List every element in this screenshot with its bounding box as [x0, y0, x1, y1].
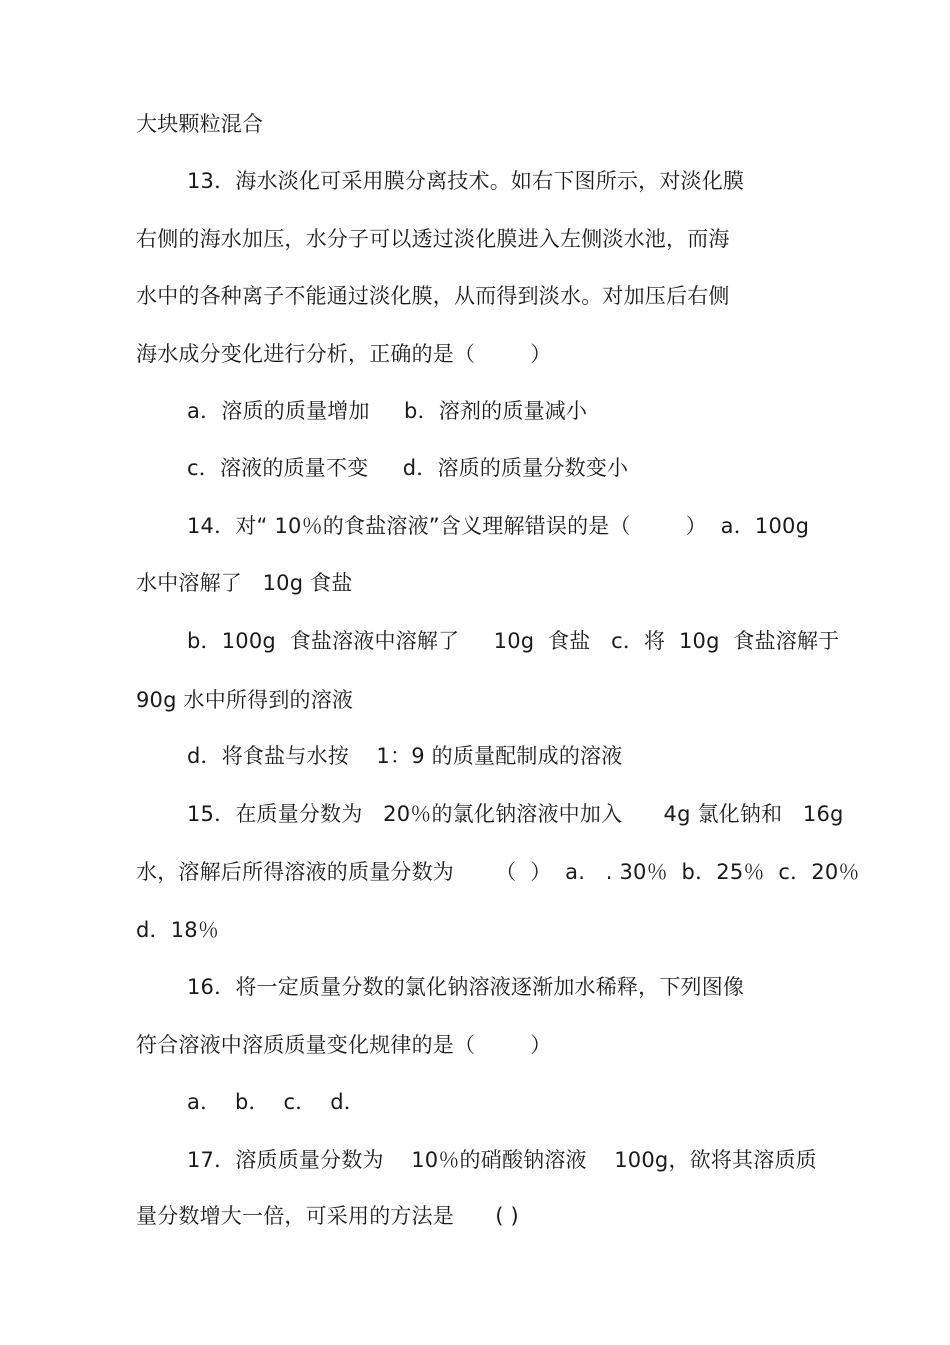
question-13-line-1: 13．海水淡化可采用膜分离技术。如右下图所示，对淡化膜 — [187, 169, 745, 193]
question-15-line-2: 水，溶解后所得溶液的质量分数为 （ ） a. . 30％ b．25％ c．20％ — [136, 860, 860, 884]
question-15-line-1: 15．在质量分数为 20％的氯化钠溶液中加入 4g 氯化钠和 16g — [187, 802, 844, 826]
question-17-line-1: 17．溶质质量分数为 10％的硝酸钠溶液 100g，欲将其溶质质 — [187, 1148, 817, 1172]
question-13-options-ab: a．溶质的质量增加 b．溶剂的质量减小 — [187, 399, 588, 423]
question-13-line-4: 海水成分变化进行分析，正确的是（ ） — [136, 342, 552, 366]
question-16-line-1: 16．将一定质量分数的氯化钠溶液逐渐加水稀释，下列图像 — [187, 975, 745, 999]
question-14-options-bc: b．100g 食盐溶液中溶解了 10g 食盐 c．将 10g 食盐溶解于 — [187, 629, 840, 653]
text-line-1: 大块颗粒混合 — [136, 112, 264, 136]
question-14-line-2: 水中溶解了 10g 食盐 — [136, 571, 353, 595]
question-14-line-1: 14．对“ 10％的食盐溶液”含义理解错误的是（ ） a．100g — [187, 514, 810, 538]
question-13-line-3: 水中的各种离子不能通过淡化膜，从而得到淡水。对加压后右侧 — [136, 284, 730, 308]
question-13-line-2: 右侧的海水加压，水分子可以透过淡化膜进入左侧淡水池，而海 — [136, 227, 730, 251]
question-13-options-cd: c．溶液的质量不变 d．溶质的质量分数变小 — [187, 456, 629, 480]
question-14-option-d: d．将食盐与水按 1：9 的质量配制成的溶液 — [187, 744, 623, 768]
question-15-option-d: d．18％ — [136, 918, 220, 942]
question-16-line-2: 符合溶液中溶质质量变化规律的是（ ） — [136, 1033, 552, 1057]
question-17-line-2: 量分数增大一倍，可采用的方法是 ( ) — [136, 1204, 519, 1228]
question-14-line-4: 90g 水中所得到的溶液 — [136, 688, 354, 712]
question-16-options: a． b． c． d． — [187, 1090, 365, 1114]
